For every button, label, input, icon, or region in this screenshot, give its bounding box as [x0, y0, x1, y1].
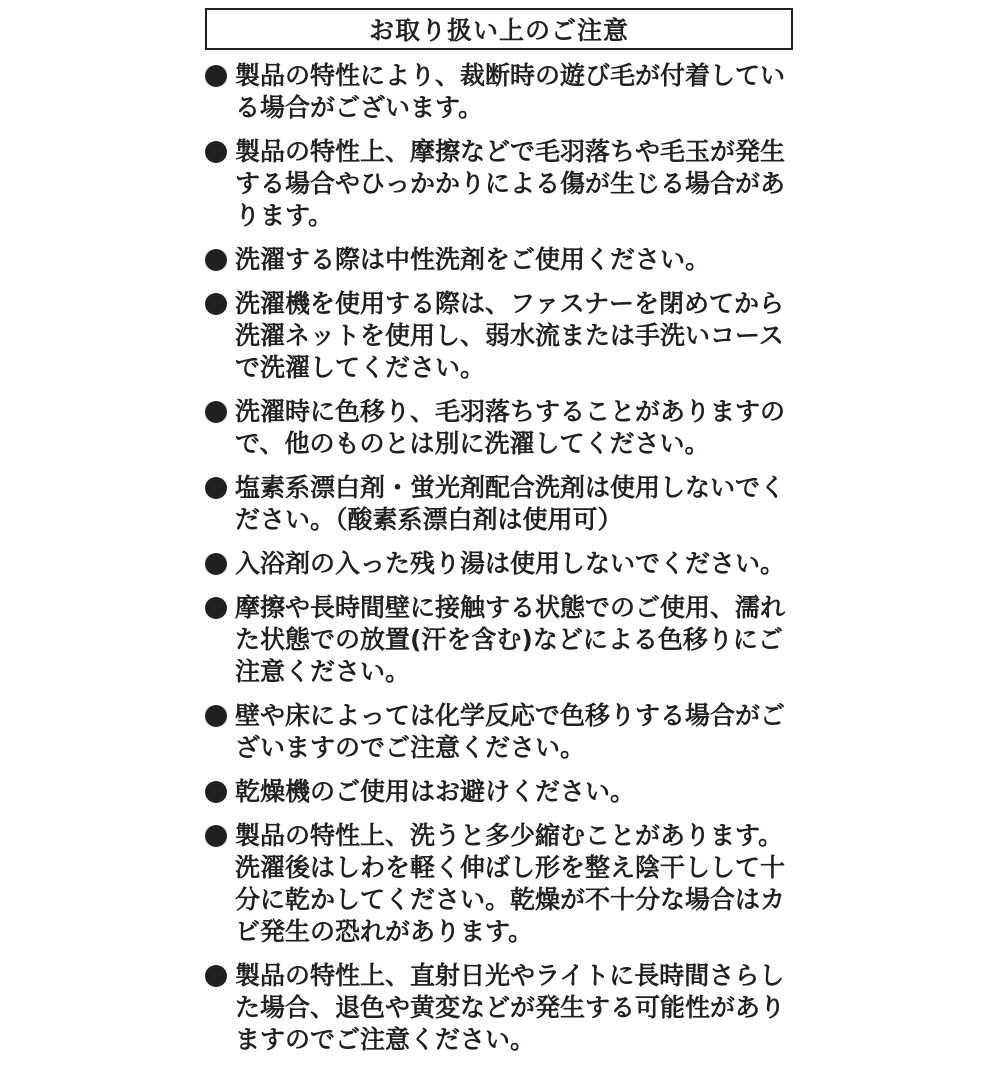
note-item	[205, 820, 797, 948]
note-item	[205, 244, 797, 276]
note-item	[205, 776, 797, 808]
bullet-icon	[205, 401, 227, 423]
note-item	[205, 136, 797, 232]
note-text: 洗濯機を使用する際は、ファスナーを閉めてから洗濯ネットを使用し、弱水流または手洗いコースで洗濯してください。	[235, 289, 785, 382]
bullet-icon	[205, 553, 227, 575]
bullet-icon	[205, 65, 227, 87]
note-item	[205, 960, 797, 1056]
note-text: 洗濯する際は中性洗剤をご使用ください。	[235, 245, 711, 274]
note-text: 乾燥機のご使用はお避けください。	[235, 777, 636, 806]
notes-list	[205, 60, 797, 1068]
note-text: 入浴剤の入った残り湯は使用しないでください。	[235, 549, 786, 578]
page-title: お取り扱い上のご注意	[368, 16, 629, 45]
note-text: 製品の特性上、洗うと多少縮むことがあります。洗濯後はしわを軽く伸ばし形を整え陰干しして十分に乾かしてください。乾燥が不十分な場合はカビ発生の恐れがあります。	[235, 821, 786, 946]
bullet-icon	[205, 965, 227, 987]
note-text: 壁や床によっては化学反応で色移りする場合がございますのでご注意ください。	[235, 701, 786, 762]
bullet-icon	[205, 249, 227, 271]
note-text: 塩素系漂白剤・蛍光剤配合洗剤は使用しないでください。（酸素系漂白剤は使用可）	[235, 473, 786, 534]
note-item	[205, 700, 797, 764]
note-item	[205, 60, 797, 124]
bullet-icon	[205, 597, 227, 619]
title-box	[205, 8, 793, 50]
note-text: 製品の特性により、裁断時の遊び毛が付着している場合がございます。	[235, 61, 786, 122]
bullet-icon	[205, 477, 227, 499]
bullet-icon	[205, 781, 227, 803]
note-text: 摩擦や長時間壁に接触する状態でのご使用、濡れた状態での放置(汗を含む)などによる色移りにご注意ください。	[235, 593, 786, 686]
note-item	[205, 472, 797, 536]
note-item	[205, 396, 797, 460]
note-text: 製品の特性上、摩擦などで毛羽落ちや毛玉が発生する場合やひっかかりによる傷が生じる場合があります。	[235, 137, 786, 230]
bullet-icon	[205, 825, 227, 847]
note-text: 洗濯時に色移り、毛羽落ちすることがありますので、他のものとは別に洗濯してください。	[235, 397, 786, 458]
note-item	[205, 592, 797, 688]
bullet-icon	[205, 293, 227, 315]
bullet-icon	[205, 141, 227, 163]
bullet-icon	[205, 705, 227, 727]
note-text: 製品の特性上、直射日光やライトに長時間さらした場合、退色や黄変などが発生する可能性がありますのでご注意ください。	[235, 961, 786, 1054]
note-item	[205, 548, 797, 580]
note-item	[205, 288, 797, 384]
